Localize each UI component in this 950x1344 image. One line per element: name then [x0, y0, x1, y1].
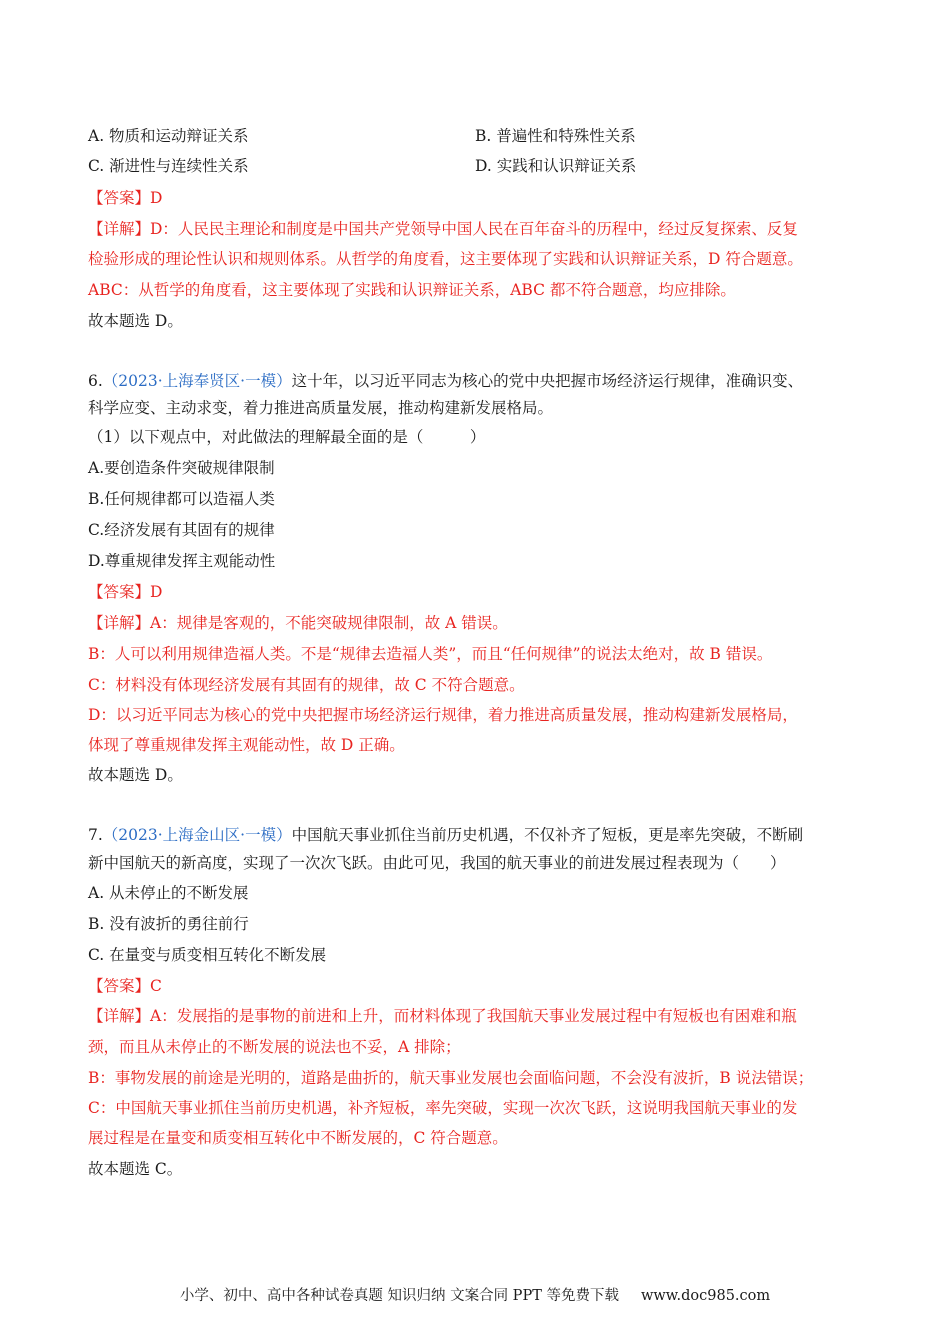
- q7-answer: 【答案】C: [88, 977, 162, 995]
- q5-answer: 【答案】D: [88, 189, 163, 207]
- q7-stem: [88, 825, 803, 845]
- q7-detail-line: B：事物发展的前途是光明的，道路是曲折的，航天事业发展也会面临问题，不会没有波折，B 说法错误；: [88, 1069, 814, 1087]
- q7-detail-line: C：中国航天事业抓住当前历史机遇，补齐短板，率先突破，实现一次次飞跃，这说明我国航天事业的发: [88, 1099, 798, 1117]
- q6-detail-line: B：人可以利用规律造福人类。不是“规律去造福人类”，而且“任何规律”的说法太绝对，故 B 错误。: [88, 645, 773, 663]
- q6-conclusion: 故本题选 D。: [88, 766, 183, 784]
- q6-detail-line: D：以习近平同志为核心的党中央把握市场经济运行规律，着力推进高质量发展，推动构建新发展格局，: [88, 706, 798, 724]
- q6-stem-text: 这十年，以习近平同志为核心的党中央把握市场经济运行规律，准确识变、: [291, 372, 804, 390]
- q6-option-d: D.尊重规律发挥主观能动性: [88, 552, 276, 570]
- q6-option-c: C.经济发展有其固有的规律: [88, 521, 275, 539]
- footer-link[interactable]: www.doc985.com: [640, 1288, 771, 1304]
- q6-source: （2023·上海奉贤区·一模）: [102, 372, 292, 390]
- q5-option-c: C. 渐进性与连续性关系: [88, 157, 249, 175]
- q5-conclusion: 故本题选 D。: [88, 312, 183, 330]
- q7-detail-line: 展过程是在量变和质变相互转化中不断发展的，C 符合题意。: [88, 1129, 508, 1147]
- q7-number: 7.: [88, 826, 103, 844]
- q6-detail-line: C：材料没有体现经济发展有其固有的规律，故 C 不符合题意。: [88, 676, 525, 694]
- q6-option-a: A.要创造条件突破规律限制: [88, 459, 275, 477]
- q5-detail-line: ABC：从哲学的角度看，这主要体现了实践和认识辩证关系，ABC 都不符合题意，均应排除。: [88, 281, 736, 299]
- page-footer: [0, 1284, 950, 1305]
- q6-stem-line: 科学应变、主动求变，着力推进高质量发展，推动构建新发展格局。: [88, 399, 554, 417]
- q6-option-b: B.任何规律都可以造福人类: [88, 490, 275, 508]
- q7-detail-line: 颈，而且从未停止的不断发展的说法也不妥，A 排除；: [88, 1038, 461, 1056]
- q7-stem-text: 中国航天事业抓住当前历史机遇，不仅补齐了短板，更是率先突破，不断刷: [291, 826, 804, 844]
- q5-option-a: A. 物质和运动辩证关系: [88, 127, 249, 145]
- q6-stem: [88, 371, 803, 391]
- q7-detail-line: 【详解】A：发展指的是事物的前进和上升，而材料体现了我国航天事业发展过程中有短板也有困难和瓶: [88, 1007, 797, 1025]
- q5-option-d: D. 实践和认识辩证关系: [475, 157, 637, 175]
- q5-detail-line: 【详解】D：人民民主理论和制度是中国共产党领导中国人民在百年奋斗的历程中，经过反复探索、反复: [88, 220, 798, 238]
- q6-detail-line: 体现了尊重规律发挥主观能动性，故 D 正确。: [88, 736, 405, 754]
- q6-detail-line: 【详解】A：规律是客观的，不能突破规律限制，故 A 错误。: [88, 614, 508, 632]
- q7-option-a: A. 从未停止的不断发展: [88, 884, 249, 902]
- q7-option-c: C. 在量变与质变相互转化不断发展: [88, 946, 327, 964]
- q7-source: （2023·上海金山区·一模）: [102, 826, 292, 844]
- q6-number: 6.: [88, 372, 103, 390]
- q6-answer: 【答案】D: [88, 583, 163, 601]
- footer-text: 小学、初中、高中各种试卷真题 知识归纳 文案合同 PPT 等免费下载: [179, 1288, 619, 1304]
- q6-subquestion: （1）以下观点中，对此做法的理解最全面的是（ ）: [88, 428, 486, 446]
- q7-stem-line: 新中国航天的新高度，实现了一次次飞跃。由此可见，我国的航天事业的前进发展过程表现为（ ）: [88, 854, 786, 872]
- q7-option-b: B. 没有波折的勇往前行: [88, 915, 249, 933]
- q5-detail-line: 检验形成的理论性认识和规则体系。从哲学的角度看，这主要体现了实践和认识辩证关系，D 符合题意。: [88, 250, 803, 268]
- q5-option-b: B. 普遍性和特殊性关系: [475, 127, 636, 145]
- q7-conclusion: 故本题选 C。: [88, 1160, 183, 1178]
